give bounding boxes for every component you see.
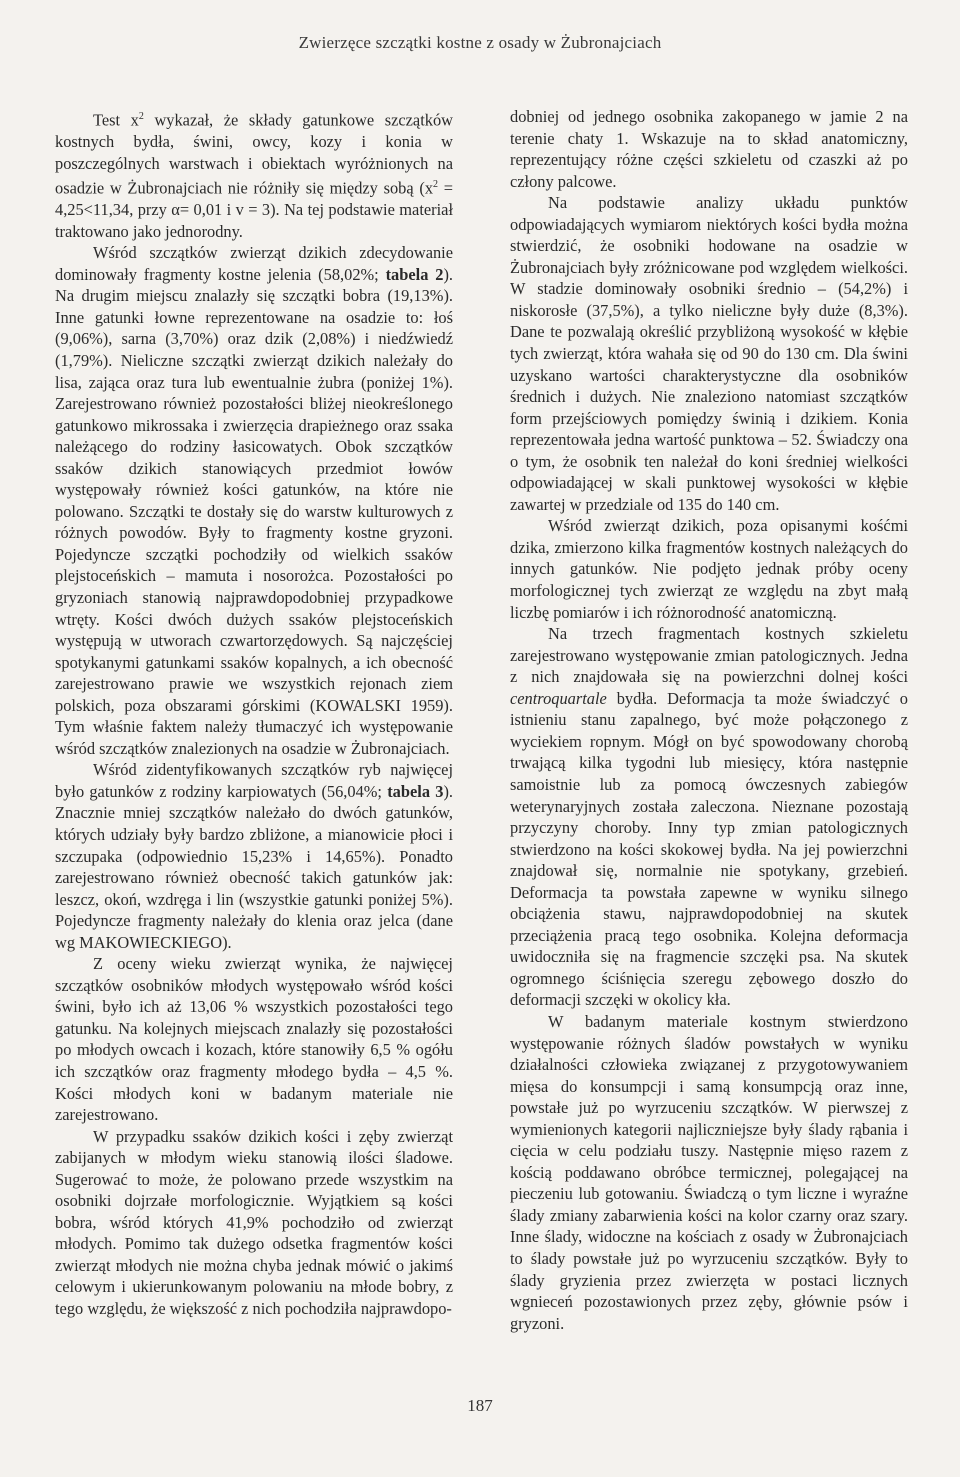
running-header: Zwierzęce szczątki kostne z osady w Żubronajciach bbox=[298, 33, 662, 52]
paragraph: W przypadku ssaków dzikich kości i zęby zwierząt zabijanych w młodym wieku stanowią ilości śladowe. Sugerować to może, że polowano przede wszystkim na osobniki dojrzałe morfologicznie. Wyjątkiem są kości bobra, wśród których 41,9% pochodziło od zwierząt młodych. Pomimo tak dużego odsetka fragmentów kości zwierząt młodych nie można chyba jednak mówić o jakimś celowym i ukierunkowanym polowaniu na młode bobry, z tego względu, że większość z nich pochodziła najprawdopo- bbox=[55, 1126, 453, 1319]
paragraph: Wśród zidentyfikowanych szczątków ryb najwięcej było gatunków z rodziny karpiowatych (56,04%; tabela 3). Znacznie mniej szczątków należało do dwóch gatunków, których udziały były bardzo zbliżone, a mianowicie płoci i szczupaka (odpowiednio 15,23% i 14,65%). Ponadto zarejestrowano również obecność takich gatunków jak: leszcz, okoń, wzdręga i lin (wszystkie gatunki poniżej 5%). Pojedyncze fragmenty należały do klenia oraz jelca (dane wg MAKOWIECKIEGO). bbox=[55, 760, 453, 952]
paragraph: dobniej od jednego osobnika zakopanego w jamie 2 na terenie chaty 1. Wskazuje na to skład anatomiczny, reprezentujący różne części szkieletu od czaszki aż po człony palcowe. bbox=[510, 107, 908, 191]
table-reference: tabela 2 bbox=[385, 264, 444, 284]
paragraph: Wśród szczątków zwierząt dzikich zdecydowanie dominowały fragmenty kostne jelenia (58,02%; tabela 2). Na drugim miejscu znalazły się szczątki bobra (19,13%). Inne gatunki łowne reprezentowane na osadzie to: łoś (9,06%), sarna (3,70%) oraz dzik (2,08%) i niedźwiedź (1,79%). Nieliczne szczątki zwierząt dzikich należały do lisa, zająca oraz tura lub ewentualnie żubra (poniżej 1%). Zarejestrowano również pozostałości bliżej nieokreślonego gatunkowo mikrossaka i zwierzęcia drapieżnego oraz ssaka należącego do rodziny łasicowatych. Obok szczątków ssaków dzikich stanowiących przedmiot łowów występowały również kości gatunków, na które nie polowano. Szczątki te dostały się do warstw kulturowych z różnych powodów. Były to fragmenty kostne gryzoni. Pojedyncze szczątki pochodziły od wielkich ssaków plejstoceńskich – mamuta i nosorożca. Pozostałości po gryzoniach stanowią najprawdopodobniej przypadkowe wtręty. Kości dwóch dużych ssaków plejstoceńskich występują w utworach czwartorzędowych. Są najczęściej spotykanymi gatunkami ssaków kopalnych, a ich obecność zarejestrowano prawie we wszystkich rejonach ziem polskich, poza obszarami górskimi (KOWALSKI 1959). Tym właśnie faktem należy tłumaczyć ich występowanie wśród szczątków znalezionych na osadzie w Żubronajciach. bbox=[55, 243, 453, 758]
right-text-column bbox=[510, 106, 908, 1334]
paragraph: Wśród zwierząt dzikich, poza opisanymi kośćmi dzika, zmierzono kilka fragmentów kostnych należących do innych gatunków. Nie podjęto jednak próby oceny morfologicznej tych zwierząt ze względu na zbyt małą liczbę pomiarów i ich różnorodność anatomiczną. bbox=[510, 516, 908, 622]
paragraph: Z oceny wieku zwierząt wynika, że najwięcej szczątków osobników młodych występowało wśród kości świni, było ich aż 13,06 % wszystkich pozostałości tego gatunku. Na kolejnych miejscach znalazły się pozostałości po młodych owcach i kozach, które stanowiły 6,5 % ogółu ich szczątków oraz fragmenty młodego bydła – 4,5 %. Kości młodych koni w badanym materiale nie zarejestrowano. bbox=[55, 954, 453, 1125]
latin-term: centroquartale bbox=[510, 688, 607, 708]
paragraph: W badanym materiale kostnym stwierdzono występowanie różnych śladów powstałych w wyniku działalności człowieka związanej z przygotowywaniem mięsa do konsumpcji i samą konsumpcją oraz inne, powstałe już po wyrzuceniu szczątków. W pierwszej z wymienionych kategorii najliczniejsze były ślady rąbania i cięcia w celu podziału tuszy. Następnie mięso razem z kością poddawano obróbce termicznej, polegającej na pieczeniu lub gotowaniu. Świadczą o tym liczne i wyraźne ślady zmiany zabarwienia kości na kolor czarny oraz szary. Inne ślady, widoczne na kościach z osady w Żubronajciach to ślady powstałe już po wyrzuceniu szczątków. Były to ślady gryzienia przez zwierzęta w postaci licznych wgnieceń pozostawionych przez zęby, głównie psów i gryzoni. bbox=[510, 1011, 908, 1333]
paragraph: Na podstawie analizy układu punktów odpowiadających wymiarom niektórych kości bydła można stwierdzić, że osobniki hodowane na osadzie w Żubronajciach były zróżnicowane pod względem wielkości. W stadzie dominowały osobniki średnio – (54,2%) i niskorosłe (37,5%), a tylko nieliczne były duże (8,3%). Dane te pozwalają określić przybliżoną wysokość w kłębie tych zwierząt, która wahała się od 90 do 130 cm. Dla świni uzyskano wartości charakterystyczne dla osobników średnich i dużych. Nie znaleziono natomiast szczątków form przejściowych pomiędzy świnią i dzikiem. Konia reprezentowała jedna wartość punktowa – 52. Świadczy ona o tym, że osobnik ten należał do koni średniej wielkości odpowiadającej w skali punktowej wysokości w kłębie zawartej w przedziale od 135 do 140 cm. bbox=[510, 193, 908, 514]
table-reference: tabela 3 bbox=[387, 781, 444, 801]
paragraph: Na trzech fragmentach kostnych szkieletu zarejestrowano występowanie zmian patologicznych. Jedna z nich znajdowała się na powierzchni dolnej kości centroquartale bydła. Deformacja ta może świadczyć o istnieniu stanu zapalnego, być może połączonego z wyciekiem ropnym. Mógł on być spowodowany chorobą trwającą kilka tygodni lub miesięcy, która następnie samoistnie lub za pomocą ówczesnych zabiegów weterynaryjnych została zaleczona. Nieznane pozostają przyczyny choroby. Inny typ zmian patologicznych stwierdzono na kości skokowej bydła. Na jej powierzchni znajdował się, normalnie nie spotykany, grzebień. Deformacja ta powstała zapewne w wyniku silnego obciążenia stawu, najprawdopodobniej na skutek przeciążenia pracą tego osobnika. Kolejna deformacja uwidoczniła się na fragmencie szczęki psa. Na skutek ogromnego ściśnięcia szeregu zębowego doszło do deformacji szczęki w okolicy kła. bbox=[510, 624, 908, 1010]
page-number: 187 bbox=[467, 1396, 493, 1415]
left-text-column bbox=[55, 106, 453, 1320]
paragraph: Test $x^2$ wykazał, że składy gatunkowe szczątków kostnych bydła, świni, owcy, kozy i konia w poszczególnych warstwach i obiektach wyróżnionych na osadzie w Żubronajciach nie różniły się między sobą ($x^2 = 4,25<11,34$, przy α= 0,01 i v = 3). Na tej podstawie materiał traktowano jako jednorodny. bbox=[55, 110, 453, 241]
